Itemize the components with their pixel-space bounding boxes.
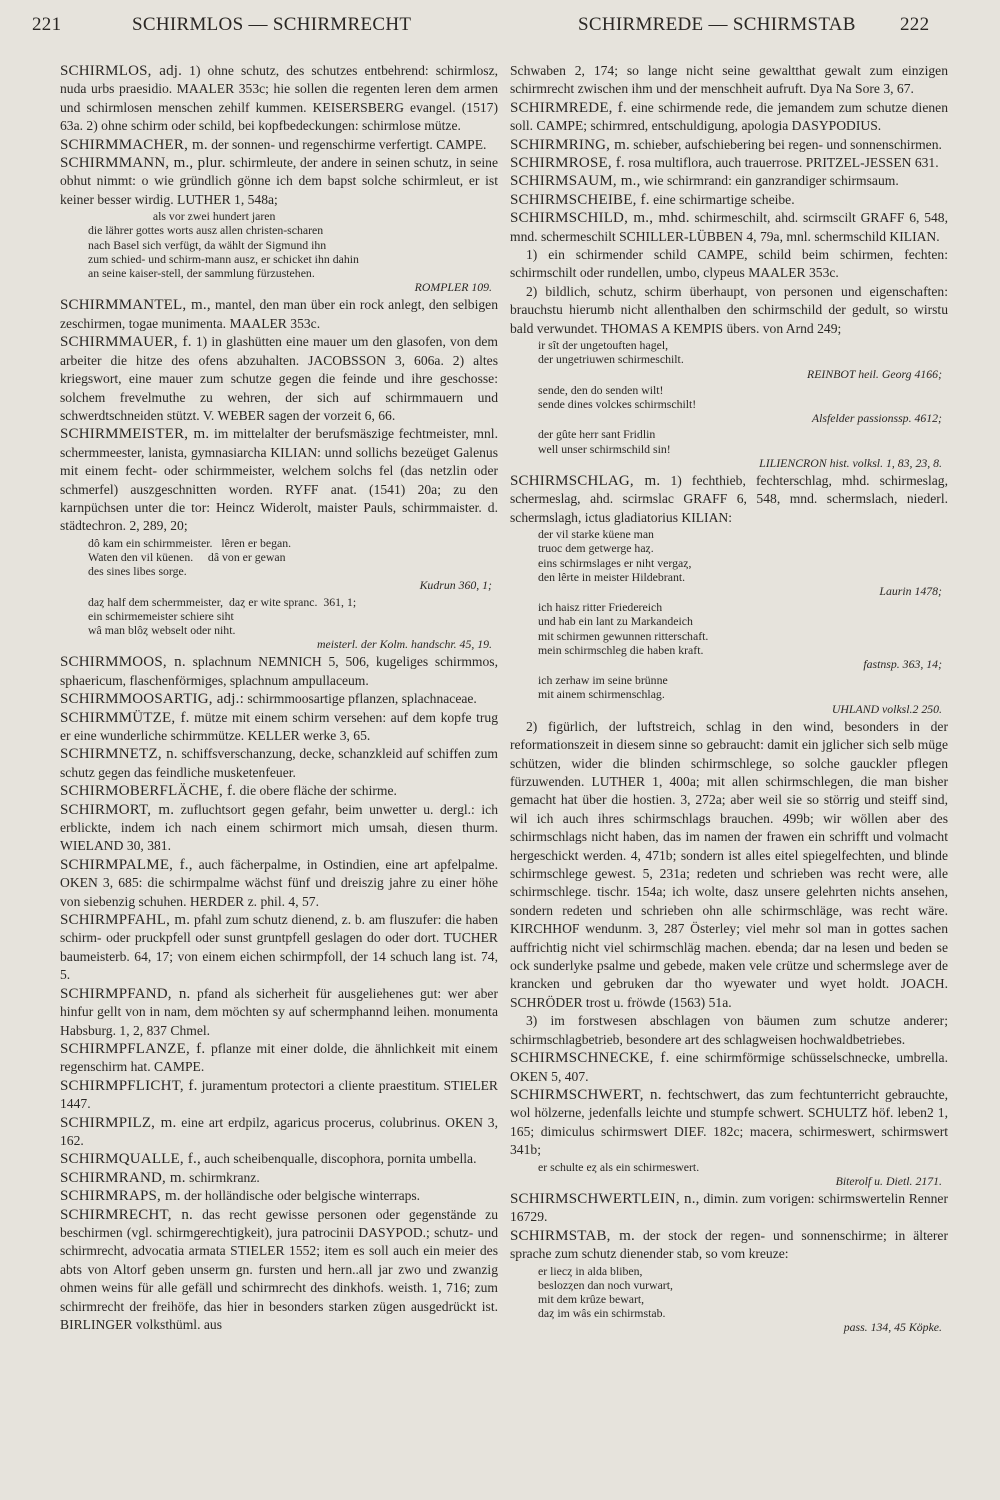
entry-headword: SCHIRMMÜTZE, f. bbox=[60, 709, 190, 726]
entry-definition: eine schirmartige scheibe. bbox=[649, 191, 795, 207]
verse-quotation: als vor zwei hundert jaren die lährer gottes worts ausz allen christen-scharen nach Basel sich verfügt, da wählt der Sigmund ihn zum schied- und schirm-mann ausz, er schicket ihn dahin an seine kaiser-stell, der sammlung fürzustehen. bbox=[88, 209, 359, 281]
dictionary-entry bbox=[60, 1077, 498, 1114]
verse-quotation: er schulte eȥ als ein schirmeswert. bbox=[538, 1159, 700, 1174]
entry-headword: SCHIRMREDE, f. bbox=[510, 99, 627, 116]
entry-headword: SCHIRMRAPS, m. bbox=[60, 1188, 181, 1205]
entry-definition: eine schirmförmige schüsselschnecke, umbrella. OKEN 5, 407. bbox=[510, 1050, 948, 1084]
entry-definition: 1) fechthieb, fechterschlag, mhd. schirmeslag, schermeslag, ahd. scirmslac GRAFF 6, 548, mnd. schermslach, niederl. schermslagh, ictus gladiatorius KILIAN: bbox=[510, 472, 948, 525]
dictionary-entry: 2) bildlich, schutz, schirm überhaupt, von personen und eigenschaften: brauchstu hierumb nicht allenthalben den schirmschild der gedult, so wirstu bald verwundet. THOMAS A KEMPIS übers. von Arnd 249; bbox=[510, 283, 948, 336]
entry-definition: auch fächerpalme, in Ostindien, eine art apfelpalme. OKEN 3, 685: die schirmpalme wächst fünf und dreiszig jahre zu einer höhe von siebenzig schuhen. HERDER z. phil. 4, 57. bbox=[60, 856, 498, 909]
running-head-right: SCHIRMREDE — SCHIRMSTAB bbox=[578, 14, 856, 35]
entry-headword: SCHIRMPFLICHT, f. bbox=[60, 1077, 198, 1094]
entry-definition: der holländische oder belgische winterraps. bbox=[180, 1188, 421, 1204]
dictionary-entry bbox=[510, 136, 948, 154]
right-column bbox=[510, 62, 948, 1337]
dictionary-entry bbox=[60, 690, 498, 708]
entry-headword: SCHIRMSCHEIBE, f. bbox=[510, 191, 650, 208]
entry-definition: mütze mit einem schirm versehen: auf dem kopfe trug er eine wunderliche schirmmütze. KELLER werke 3, 65. bbox=[60, 709, 498, 743]
entry-definition: wie schirmrand: ein ganzrandiger schirmsaum. bbox=[640, 173, 899, 189]
dictionary-entry bbox=[60, 985, 498, 1040]
entry-headword: SCHIRMSCHWERT, n. bbox=[510, 1086, 662, 1103]
entry-headword: SCHIRMPFLANZE, f. bbox=[60, 1040, 206, 1057]
quotation-source: REINBOT heil. Georg 4166; bbox=[807, 366, 942, 381]
entry-definition: eine art erdpilz, agaricus procerus, colubrinus. OKEN 3, 162. bbox=[60, 1114, 498, 1148]
quotation-source: Laurin 1478; bbox=[879, 583, 942, 598]
dictionary-entry bbox=[510, 1049, 948, 1086]
entry-headword: SCHIRMRECHT, n. bbox=[60, 1206, 193, 1223]
dictionary-entry bbox=[510, 1227, 948, 1264]
entry-definition: 1) ohne schutz, des schutzes entbehrend: schirmlosz, nuda urbs praesidio. MAALER 353c; hie sollen die regenten leren dem armen und schirmlosen menschen zehilf kummen. KEISERSBERG evangel. (1517) 63a. 2) ohne schirm oder schild, bei kopfbedeckungen: schirmlose mütze. bbox=[60, 63, 498, 134]
entry-headword: SCHIRMMACHER, m. bbox=[60, 136, 208, 153]
entry-headword: SCHIRMMEISTER, m. bbox=[60, 426, 210, 443]
dictionary-entry bbox=[60, 709, 498, 746]
dictionary-entry bbox=[60, 745, 498, 782]
quotation-source: ROMPLER 109. bbox=[414, 280, 492, 295]
dictionary-entry bbox=[510, 154, 948, 172]
verse-quotation: der gûte herr sant Fridlin well unser schirmschild sin! bbox=[538, 427, 671, 456]
dictionary-entry: 3) im forstwesen abschlagen von bäumen zum schutze anderer; schirmschlagbetrieb, besondere art des schlagweisen hochwaldbetriebes. bbox=[510, 1013, 948, 1047]
entry-definition: fechtschwert, das zum fechtunterricht gebrauchte, wol hölzerne, jedenfalls leichte und stumpfe schwert. SCHULTZ höf. leben2 1, 165; dimiculus schirmswert DIEF. 182c; macera, schirmeswert, schirmswert 341b; bbox=[510, 1086, 948, 1158]
dictionary-entry bbox=[510, 209, 948, 246]
entry-definition: die obere fläche der schirme. bbox=[236, 783, 397, 799]
dictionary-entry bbox=[60, 653, 498, 690]
dictionary-entry bbox=[510, 1086, 948, 1160]
entry-definition: schirmleute, der andere in seinen schutz, in seine obhut nimmt: o wie gründlich gönne ich dem bapst solche schirmleut, er ist keiner besser wirdig. LUTHER 1, 548a; bbox=[60, 155, 498, 207]
dictionary-entry bbox=[60, 911, 498, 985]
quotation-source: UHLAND volksl.2 250. bbox=[831, 701, 942, 716]
entry-definition: das recht gewisse personen oder gegenstände zu beschirmen (vgl. schirmgerechtigkeit), jura patrocinii DASYPOD.; schutz- und schirmrecht, advocatia armata STIELER 1552; item es soll auch ein meier des abts von Altorf geben unserm gn. fursten und hern..all jar zwo und zwanzig ohmen weins für alle gefäll und schirmrecht des dinkhofs. weisth. 1, 716; zum schirmrecht der freihöfe, das hier in besonders starken zügen ausgedrückt ist. BIRLINGER volksthüml. aus bbox=[60, 1206, 499, 1332]
entry-definition: schieber, aufschiebering bei regen- und sonnenschirmen. bbox=[629, 136, 942, 152]
entry-definition: schirmmoosartige pflanzen, splachnaceae. bbox=[243, 691, 477, 707]
entry-definition: schiffsverschanzung, decke, schanzkleid auf schiffen zum schutz gegen das feindliche musketenfeuer. bbox=[60, 746, 498, 780]
dictionary-entry bbox=[510, 191, 948, 209]
entry-headword: SCHIRMSCHNECKE, f. bbox=[510, 1050, 670, 1067]
entry-headword: SCHIRMSTAB, m. bbox=[510, 1227, 635, 1244]
entry-definition: dimin. zum vorigen: schirmswertelin Renner 16729. bbox=[510, 1190, 948, 1225]
entry-definition: auch scheibenqualle, discophora, pornita umbella. bbox=[200, 1151, 477, 1167]
verse-quotation: ein schirmemeister schiere siht wâ man blôȥ webselt oder niht. bbox=[88, 608, 236, 637]
entry-headword: SCHIRMORT, m. bbox=[60, 801, 175, 818]
entry-headword: SCHIRMOBERFLÄCHE, f. bbox=[60, 783, 237, 800]
dictionary-entry bbox=[60, 782, 498, 800]
entry-definition: der sonnen- und regenschirme verfertigt. CAMPE. bbox=[207, 136, 487, 152]
verse-quotation: daȥ half dem schermmeister, daȥ er wite spranc. 361, 1; bbox=[88, 594, 357, 609]
verse-quotation: sende, den do senden wilt! sende dines volckes schirmschilt! bbox=[538, 382, 697, 411]
entry-headword: SCHIRMLOS, adj. bbox=[60, 63, 183, 79]
entry-definition: schirmkranz. bbox=[185, 1169, 260, 1185]
entry-definition: der stock der regen- und sonnenschirme; in älterer sprache zum schutz dienender stab, so vom kreuze: bbox=[510, 1227, 948, 1262]
dictionary-entry bbox=[510, 1190, 948, 1227]
dictionary-entry bbox=[60, 1206, 498, 1335]
entry-definition: 1) in glashütten eine mauer um den glasofen, von dem arbeiter die hitze des ofens abzuhalten. JACOBSSON 3, 606a. 2) altes kriegswort, eine mauer zum schutze gegen die feinde und ihre geschosse: solchem frevelmuthe zu wehren, der sich auf schirmmauern und schwerdtschneiden stützt. V. WEBER sagen der vorzeit 6, 66. bbox=[60, 334, 498, 423]
dictionary-entry bbox=[60, 425, 498, 535]
verse-quotation: ir sît der ungetouften hagel, der ungetriuwen schirmeschilt. bbox=[538, 338, 684, 367]
dictionary-entry bbox=[60, 136, 498, 154]
entry-headword: SCHIRMSCHLAG, m. bbox=[510, 472, 661, 489]
entry-definition: pfand als sicherheit für ausgeliehenes gut: wer aber hinfur gellt von in nam, dem möchten sy auf schermphannd leihen. monumenta Habsburg. 1, 2, 837 Chmel. bbox=[60, 985, 498, 1038]
entry-headword: SCHIRMMOOS, n. bbox=[60, 654, 186, 671]
entry-definition: schirmeschilt, ahd. scirmscilt GRAFF 6, 548, mnd. schermeschilt SCHILLER-LÜBBEN 4, 79a, mnl. schermschild KILIAN. bbox=[510, 210, 948, 244]
dictionary-entry bbox=[510, 472, 948, 527]
quotation-source: Alsfelder passionssp. 4612; bbox=[811, 411, 942, 426]
entry-definition: eine schirmende rede, die jemandem zum schutze dienen soll. CAMPE; schirmred, entschuldigung, apologia DASYPODIUS. bbox=[510, 99, 948, 134]
dictionary-entry bbox=[60, 1169, 498, 1187]
entry-headword: SCHIRMROSE, f. bbox=[510, 155, 625, 172]
dictionary-entry bbox=[60, 154, 498, 209]
entry-definition: pfahl zum schutz dienend, z. b. am fluszufer: die haben schirm- oder pruckpfell oder sunst gruntpfell geslagen do oder dort. TUCHER baumeisterb. 64, 17; von einem eichen schirmpfoll, der 14 schuch lang ist. 74, 5. bbox=[60, 912, 498, 983]
verse-quotation: er liecȥ in alda bliben, beslozȥen dan noch vurwart, mit dem krûze bewart, daȥ im wâs ein schirmstab. bbox=[538, 1263, 673, 1321]
entry-definition: im mittelalter der berufsmäszige fechtmeister, mnl. schermmeester, lanista, gymnasiarcha KILIAN: unnd sollichs bezeüget Galenus mit einem fecht- oder schirmmeister, welchem solchs fel (das netzlin oder schmerfel) auszgeschnitten worden. RYFF anat. (1541) 20a; zu den karnpüchsen unter die tor: Heincz Widerolt, maister Pauls, schirmmaister. d. städtechron. 2, 289, 20; bbox=[60, 426, 498, 534]
dictionary-entry: 1) ein schirmender schild CAMPE, schild beim schirmen, fechten: schirmschilt oder rundellen, umbo, clypeus MAALER 353c. bbox=[510, 247, 948, 281]
entry-definition: rosa multiflora, auch trauerrose. PRITZEL-JESSEN 631. bbox=[624, 155, 939, 171]
entry-definition: mantel, den man über ein rock anlegt, den selbigen zeschirmen, togae munimenta. MAALER 353c. bbox=[60, 297, 498, 331]
quotation-source: pass. 134, 45 Köpke. bbox=[843, 1320, 942, 1335]
entry-headword: SCHIRMSCHILD, m., mhd. bbox=[510, 210, 690, 227]
entry-headword: SCHIRMMANTEL, m., bbox=[60, 297, 211, 314]
dictionary-entry bbox=[510, 99, 948, 136]
quotation-source: Biterolf u. Dietl. 2171. bbox=[835, 1173, 942, 1188]
verse-quotation: dô kam ein schirmmeister. lêren er began. Waten den vil küenen. dâ von er gewan des sines libes sorge. bbox=[88, 535, 292, 579]
dictionary-entry bbox=[60, 801, 498, 856]
entry-headword: SCHIRMRING, m. bbox=[510, 136, 630, 153]
entry-headword: SCHIRMMOOSARTIG, adj.: bbox=[60, 691, 244, 708]
entry-headword: SCHIRMPALME, f., bbox=[60, 856, 193, 873]
quotation-source: Kudrun 360, 1; bbox=[419, 578, 492, 593]
dictionary-entry: 2) figürlich, der luftstreich, schlag in den wind, besonders in der reformationszeit in diesem sinne so gebraucht: damit ein jglicher sich selb müge schützen, wider die blinden schirmschlege, so solche gauckler pflegen fürzuwenden. LUTHER 1, 400a; mit allen schirmschlegen, die man bisher gemacht hat über die hostien. 3, 272a; aber weil sie so störrig und steiff sind, wil ich auch ihres schirmschlags brauchen. 499b; wir wöllen aber des schirmschlags nicht haben, das im namen der frawen ein schrifft und volmacht hergeschickt werden. 4, 471b; sondern ist alles eitel spiegelfechten, und blinde schirmschlege gewest. 5, 231a; redeten und schrieben was recht were, alle schirmschlege. tischr. 154a; ich wolte, dasz unsere gelehrten nichts ansehen, sondern redeten und schrieben ohn alle schirmschläge, was recht wäre. KIRCHHOF wendunm. 3, 287 Österley; viel mehr sol man in gottes sachen auffrichtig nicht viel schirmschläg machen. ebenda; dar na lesen und beden se ock sunderlyke psalme und gebede, maken vele crütze und schermslege aver de krancken und gebruken dar tho wyewater und wyet holdt. JOACH. SCHRÖDER trost u. fröwde (1563) 51a. bbox=[510, 718, 948, 1010]
running-head-left: SCHIRMLOS — SCHIRMRECHT bbox=[132, 14, 412, 35]
dictionary-entry bbox=[60, 333, 498, 425]
dictionary-entry bbox=[60, 296, 498, 333]
entry-headword: SCHIRMSCHWERTLEIN, n., bbox=[510, 1190, 700, 1207]
entry-definition: pflanze mit einer dolde, die ähnlichkeit mit einem regenschirm hat. CAMPE. bbox=[60, 1040, 498, 1075]
quotation-source: meisterl. der Kolm. handschr. 45, 19. bbox=[317, 637, 492, 652]
entry-definition: splachnum NEMNICH 5, 506, kugeliges schirmmos, sphaericum, flaschenförmiges, splachnum ampullaceum. bbox=[60, 654, 498, 688]
entry-headword: SCHIRMQUALLE, f., bbox=[60, 1151, 201, 1168]
entry-headword: SCHIRMPFAND, n. bbox=[60, 985, 191, 1002]
dictionary-entry bbox=[60, 1150, 498, 1168]
verse-quotation: der vil starke küene man truoc dem getwerge haȥ. eins schirmslages er niht vergaȥ, den lêrte in meister Hildebrant. bbox=[538, 527, 692, 584]
entry-headword: SCHIRMMAUER, f. bbox=[60, 334, 192, 351]
entry-headword: SCHIRMSAUM, m., bbox=[510, 173, 641, 190]
page-number-right: 222 bbox=[900, 14, 930, 35]
entry-headword: SCHIRMMANN, m., plur. bbox=[60, 155, 226, 172]
dictionary-entry bbox=[60, 1114, 498, 1151]
entry-headword: SCHIRMRAND, m. bbox=[60, 1169, 186, 1186]
verse-quotation: ich zerhaw im seine brünne mit ainem schirmenschlag. bbox=[538, 673, 668, 702]
page-number-left: 221 bbox=[32, 14, 62, 35]
dictionary-entry bbox=[60, 62, 498, 136]
entry-definition: Schwaben 2, 174; so lange nicht seine gewaltthat gewalt zum einzigen schirmrecht zwischen ihm und der menschheit aufruft. Dya Na Sore 3, 67. bbox=[510, 63, 948, 97]
entry-headword: SCHIRMPFAHL, m. bbox=[60, 912, 191, 929]
entry-headword: SCHIRMNETZ, n. bbox=[60, 746, 178, 763]
dictionary-entry bbox=[60, 1187, 498, 1205]
entry-definition: zufluchtsort gegen gefahr, beim unwetter u. dergl.: ich erblickte, indem ich nach einem schirmort mich umsah, diesen thurm. WIELAND 30, 381. bbox=[60, 801, 498, 854]
dictionary-entry bbox=[60, 856, 498, 911]
dictionary-entry bbox=[60, 1040, 498, 1077]
dictionary-entry bbox=[510, 172, 948, 190]
quotation-source: LILIENCRON hist. volksl. 1, 83, 23, 8. bbox=[759, 455, 942, 470]
dictionary-entry bbox=[510, 62, 948, 99]
verse-quotation: ich haisz ritter Friedereich und hab ein lant zu Markandeich mit schirmen gewunnen ritterschaft. mein schirmschleg die haben kraft. bbox=[538, 600, 709, 657]
quotation-source: fastnsp. 363, 14; bbox=[863, 656, 942, 671]
entry-headword: SCHIRMPILZ, m. bbox=[60, 1114, 177, 1131]
entry-definition: juramentum protectori a cliente praestitum. STIELER 1447. bbox=[60, 1077, 498, 1112]
left-column bbox=[60, 62, 498, 1334]
